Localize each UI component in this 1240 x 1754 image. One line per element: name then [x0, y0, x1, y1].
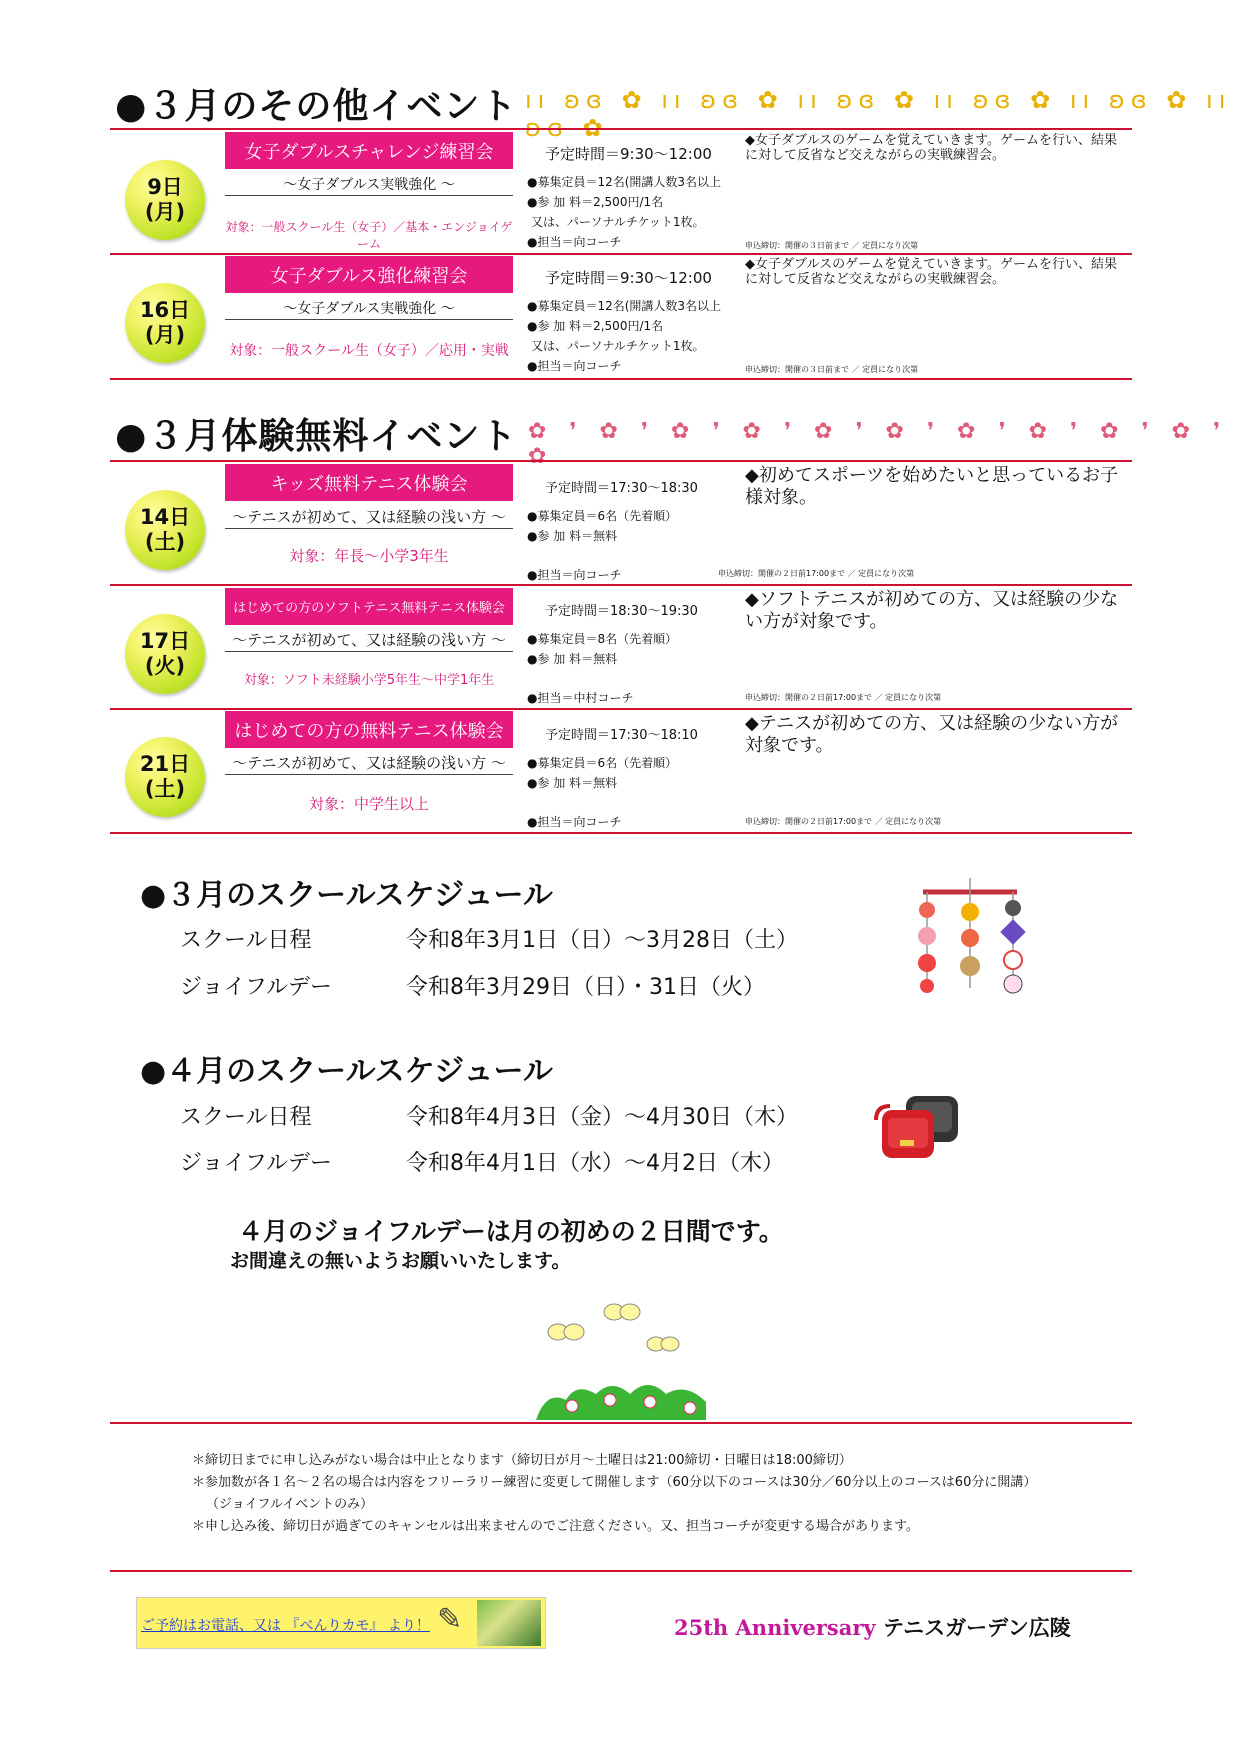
event-coach: ●担当＝向コーチ [527, 359, 622, 373]
divider [110, 460, 1132, 462]
event-capacity: ●募集定員＝6名（先着順） [527, 756, 678, 770]
event-dow: (火) [144, 654, 186, 678]
event-subtitle: ～女子ダブルス実戦強化 ～ [225, 174, 513, 196]
divider [110, 1570, 1132, 1572]
event-dow: (土) [144, 777, 186, 801]
reservation-banner-text: ご予約はお電話、又は 『べんりカモ』 より！ [141, 1618, 430, 1634]
event-fee: ●参 加 料＝2,500円/1名 [527, 319, 664, 333]
event-subtitle: ～テニスが初めて、又は経験の浅い方 ～ [225, 629, 513, 652]
event-note: ◆女子ダブルスのゲームを覚えていきます。ゲームを行い、結果に対して反省など交えながらの実戦練習会。 [745, 133, 1118, 163]
date-ball [125, 490, 205, 570]
event-deadline: 申込締切：開催の３日前まで ／ 定員になり次第 [745, 241, 919, 250]
tulip-butterfly-decoration: ıı ʚɞ ✿ ıı ʚɞ ✿ ıı ʚɞ ✿ ıı ʚɞ ✿ ıı ʚɞ ✿ ıı ʚɞ ✿ [525, 86, 1232, 142]
event-deadline: 申込締切：開催の２日前17:00まで ／ 定員になり次第 [745, 817, 942, 826]
event-fee-alt: 又は、パーソナルチケット1枚。 [531, 339, 705, 353]
event-subtitle: ～テニスが初めて、又は経験の浅い方 ～ [225, 506, 513, 529]
event-capacity: ●募集定員＝12名(開講人数3名以上 [527, 299, 722, 313]
school-bag-icon [868, 1092, 968, 1164]
event-time: 予定時間＝17:30～18:30 [545, 481, 698, 496]
event-title: 女子ダブルス強化練習会 [225, 256, 513, 293]
event-dow: (土) [144, 530, 186, 554]
divider [110, 253, 1132, 255]
notice-subline: お間違えの無いようお願いいたします。 [230, 1250, 571, 1272]
event-fee: ●参 加 料＝無料 [527, 529, 618, 543]
event-target: 対象：ソフト未経験小学5年生～中学1年生 [243, 673, 495, 688]
event-time: 予定時間＝17:30～18:10 [545, 728, 698, 743]
reservation-banner[interactable] [136, 1597, 546, 1649]
event-dow: (月) [144, 200, 186, 224]
event-day: 21日 [139, 752, 191, 776]
school-dates: 令和8年3月1日（日）～3月28日（土） [406, 928, 798, 953]
event-dow: (月) [144, 323, 186, 347]
event-coach: ●担当＝向コーチ [527, 568, 622, 582]
event-day: 16日 [139, 298, 191, 322]
event-subtitle: ～女子ダブルス実戦強化 ～ [225, 298, 513, 320]
event-day: 14日 [139, 505, 191, 529]
event-title: はじめての方の無料テニス体験会 [225, 711, 513, 748]
event-details [527, 506, 677, 546]
anniversary-label: 25th Anniversary [674, 1615, 876, 1640]
event-title: キッズ無料テニス体験会 [225, 464, 513, 501]
date-ball [125, 160, 205, 240]
event-subtitle: ～テニスが初めて、又は経験の浅い方 ～ [225, 752, 513, 775]
footnote: ＊申し込み後、締切日が過ぎてのキャンセルは出来ませんのでご注意ください。又、担当コーチが変更する場合があります。 [192, 1519, 919, 1534]
event-fee: ●参 加 料＝無料 [527, 776, 618, 790]
school-dates: 令和8年4月3日（金）～4月30日（木） [406, 1105, 798, 1130]
footnote: ＊締切日までに申し込みがない場合は中止となります（締切日が月～土曜日は21:00締切・日曜日は18:00締切） [192, 1453, 852, 1468]
event-coach: ●担当＝向コーチ [527, 235, 622, 249]
joyful-dates: 令和8年4月1日（水）～4月2日（木） [406, 1151, 784, 1176]
event-target: 対象：年長～小学3年生 [289, 547, 449, 565]
event-deadline: 申込締切：開催の３日前まで ／ 定員になり次第 [745, 365, 919, 374]
date-ball [125, 614, 205, 694]
date-ball [125, 737, 205, 817]
event-note: ◆ソフトテニスが初めての方、又は経験の少ない方が対象です。 [745, 589, 1119, 632]
event-capacity: ●募集定員＝8名（先着順） [527, 632, 678, 646]
event-target: 対象：一般スクール生（女子）／基本・エンジョイゲーム [225, 220, 513, 251]
divider [110, 378, 1132, 380]
event-target: 対象：一般スクール生（女子）／応用・実戦 [229, 343, 509, 359]
pencil-icon: ✎ [437, 1602, 463, 1637]
divider [110, 832, 1132, 834]
divider [110, 584, 1132, 586]
divider [110, 128, 1132, 130]
event-day: 17日 [139, 629, 191, 653]
footnote: ＊参加数が各１名～２名の場合は内容をフリーラリー練習に変更して開催します（60分以下のコースは30分／60分以上のコースは60分に開講） [192, 1475, 1037, 1490]
footnote: （ジョイフルイベントのみ） [206, 1497, 374, 1512]
event-coach: ●担当＝向コーチ [527, 815, 622, 829]
joyful-label: ジョイフルデー [180, 975, 333, 1000]
event-title: はじめての方のソフトテニス無料テニス体験会 [225, 588, 513, 625]
event-deadline: 申込締切：開催の２日前17:00まで ／ 定員になり次第 [745, 693, 942, 702]
date-ball [125, 283, 205, 363]
hina-mobile-icon [905, 878, 1035, 1003]
event-fee: ●参 加 料＝無料 [527, 652, 618, 666]
event-details [527, 753, 677, 793]
notice-headline: ４月のジョイフルデーは月の初めの２日間です。 [238, 1217, 784, 1246]
brand-name: テニスガーデン広陵 [882, 1616, 1071, 1640]
joyful-label: ジョイフルデー [180, 1151, 333, 1176]
butterflies-flowers-icon [532, 1302, 718, 1424]
footnotes [192, 1450, 1036, 1538]
event-details [527, 629, 677, 669]
event-target: 対象：中学生以上 [308, 795, 429, 813]
event-capacity: ●募集定員＝12名(開講人数3名以上 [527, 175, 722, 189]
event-capacity: ●募集定員＝6名（先着順） [527, 509, 678, 523]
event-coach: ●担当＝中村コーチ [527, 691, 634, 705]
event-deadline: 申込締切：開催の２日前17:00まで ／ 定員になり次第 [718, 569, 915, 578]
event-note: ◆テニスが初めての方、又は経験の少ない方が対象です。 [745, 713, 1119, 756]
brand [674, 1612, 1071, 1642]
event-time: 予定時間＝9:30～12:00 [545, 269, 712, 287]
event-time: 予定時間＝18:30～19:30 [545, 604, 698, 619]
photo-thumbnail [477, 1600, 541, 1646]
school-label: スクール日程 [180, 1105, 312, 1130]
april-schedule-title: ●４月のスクールスケジュール [140, 1054, 553, 1089]
march-schedule-title: ●３月のスクールスケジュール [140, 878, 553, 913]
section-title-other-events: ●３月のその他イベント [115, 86, 518, 127]
joyful-dates: 令和8年3月29日（日）・31日（火） [406, 975, 765, 1000]
divider [110, 1422, 1132, 1424]
event-day: 9日 [147, 175, 183, 199]
event-note: ◆初めてスポーツを始めたいと思っているお子様対象。 [745, 465, 1119, 508]
school-label: スクール日程 [180, 928, 312, 953]
event-details [527, 172, 721, 252]
event-fee-alt: 又は、パーソナルチケット1枚。 [531, 215, 705, 229]
event-fee: ●参 加 料＝2,500円/1名 [527, 195, 664, 209]
event-details [527, 296, 721, 376]
section-title-free-trial-events: ●３月体験無料イベント [115, 416, 518, 457]
sakura-petal-decoration: ✿ ❜ ✿ ❜ ✿ ❜ ✿ ❜ ✿ ❜ ✿ ❜ ✿ ❜ ✿ ❜ ✿ ❜ ✿ ❜ ✿ [528, 419, 1229, 469]
event-note: ◆女子ダブルスのゲームを覚えていきます。ゲームを行い、結果に対して反省など交えながらの実戦練習会。 [745, 257, 1118, 287]
divider [110, 708, 1132, 710]
event-time: 予定時間＝9:30～12:00 [545, 145, 712, 163]
event-title: 女子ダブルスチャレンジ練習会 [225, 132, 513, 169]
